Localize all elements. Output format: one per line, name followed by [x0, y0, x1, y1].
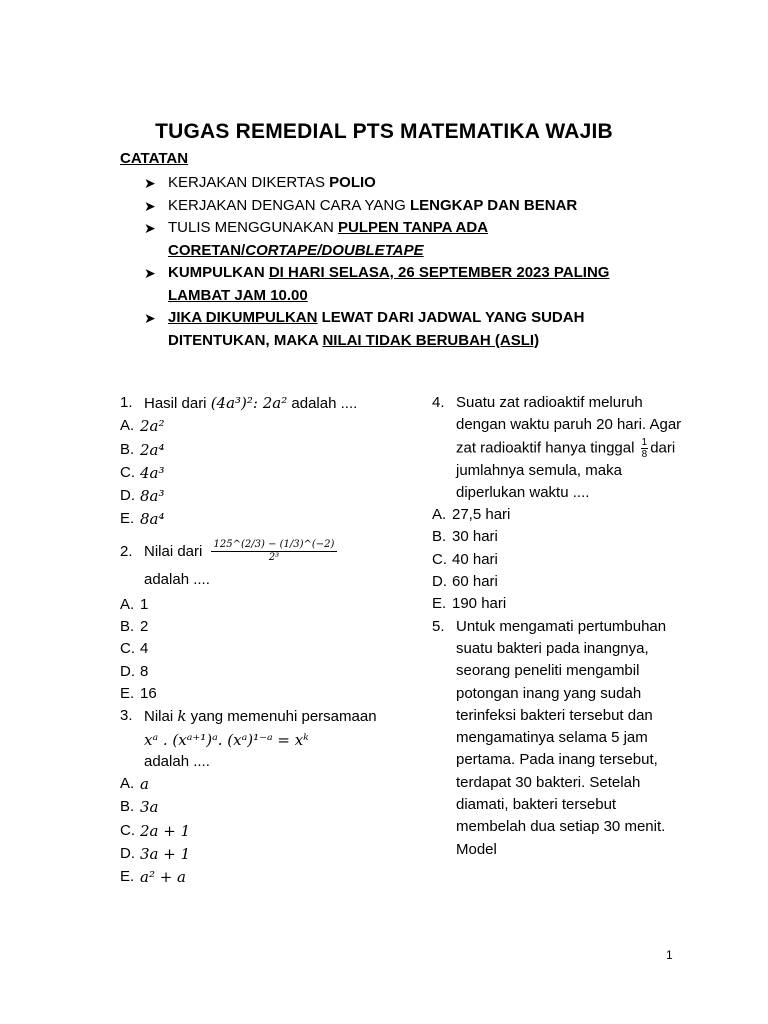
option-text: 2a + 1: [140, 821, 191, 840]
question-text: Nilai dari: [144, 542, 203, 560]
option-letter: E.: [432, 595, 447, 613]
note-item: [144, 262, 624, 307]
note-emphasis: JIKA DIKUMPULKAN: [168, 309, 318, 326]
question-fraction: [211, 539, 338, 564]
fraction-denominator: 8: [641, 448, 648, 460]
option-letter: A.: [432, 506, 447, 524]
option-text: 3a: [140, 798, 159, 817]
arrow-bullet-icon: ➤: [144, 220, 156, 236]
question-text: Suatu zat radioaktif meluruh dengan waktu paruh 20 hari. Agar zat radioaktif hanya tinggal: [456, 394, 682, 457]
option: [432, 504, 682, 526]
option: [120, 415, 380, 438]
option-text: 2a²: [140, 417, 165, 436]
question-expression: (4a³)²: 2a²: [210, 394, 288, 412]
option-letter: E.: [120, 510, 135, 528]
note-text: KERJAKAN DIKERTAS: [168, 174, 330, 191]
fraction-numerator: 1: [641, 436, 648, 448]
option: [120, 661, 380, 683]
option-text: 8a³: [140, 487, 165, 506]
question-3: [120, 705, 380, 773]
question-number: 2.: [120, 542, 133, 560]
option: [120, 820, 380, 843]
question-text: adalah ....: [144, 752, 210, 770]
page-title: TUGAS REMEDIAL PTS MATEMATIKA WAJIB: [155, 120, 613, 143]
note-item: [144, 307, 624, 352]
page-number: 1: [666, 948, 673, 962]
fraction-numerator: 125^(2/3) − (1/3)^(−2): [211, 539, 338, 552]
option: [432, 526, 682, 548]
question-number: 1.: [120, 394, 133, 411]
question-number: 4.: [432, 394, 445, 411]
arrow-bullet-icon: ➤: [144, 175, 156, 191]
option-text: 16: [140, 684, 157, 702]
note-text: KUMPULKAN: [168, 264, 269, 281]
question-1: [120, 392, 380, 415]
option-text: 30 hari: [452, 528, 498, 546]
option-letter: A.: [120, 775, 135, 793]
note-item: [144, 195, 624, 218]
note-emphasis: DI HARI SELASA, 26 SEPTEMBER 2023 PALING LAMBAT JAM 10.00: [168, 264, 610, 304]
right-column: [432, 392, 682, 861]
option: [120, 485, 380, 508]
question-5: [432, 616, 682, 861]
option-letter: B.: [120, 618, 135, 636]
notes-list: [144, 172, 624, 352]
note-text: KERJAKAN DENGAN CARA YANG: [168, 196, 411, 214]
option-text: a² + a: [140, 868, 187, 887]
left-column: [120, 392, 380, 890]
option-text: 1: [140, 595, 149, 613]
option-text: a: [140, 775, 149, 794]
option-text: 190 hari: [452, 595, 507, 613]
note-emphasis: POLIO: [329, 174, 376, 191]
question-fraction: [641, 437, 649, 460]
option-letter: D.: [120, 662, 135, 680]
option-text: 60 hari: [452, 573, 498, 591]
option-text: 8a⁴: [140, 510, 165, 529]
option: [120, 683, 380, 705]
question-4: [432, 392, 682, 504]
note-item: [144, 172, 624, 195]
option: [120, 843, 380, 866]
option-letter: D.: [120, 845, 135, 863]
option: [120, 616, 380, 638]
option-letter: B.: [120, 440, 135, 458]
note-emphasis: LENGKAP DAN BENAR: [410, 196, 578, 214]
option-letter: C.: [432, 550, 447, 568]
note-emphasis: NILAI TIDAK BERUBAH (ASLI): [322, 331, 540, 349]
question-text: Untuk mengamati pertumbuhan suatu bakteri pada inangnya, seorang peneliti mengambil potongan inang yang sudah terinfeksi bakteri tersebut dan mengamatinya selama 5 jam pertama. Pada inang tersebut, terdapat 30 bakteri. Setelah diamati, bakteri tersebut membelah dua setiap 30 menit. Model: [456, 617, 667, 858]
question-number: 5.: [432, 617, 445, 635]
option-text: 40 hari: [452, 550, 498, 568]
option: [120, 866, 380, 889]
question-equation: xᵃ . (xᵃ⁺¹)ᵃ. (xᵃ)¹⁻ᵃ = xᵏ: [144, 730, 309, 749]
option-letter: D.: [120, 487, 135, 505]
note-text: TULIS MENGGUNAKAN: [168, 219, 339, 236]
option-text: 2a⁴: [140, 440, 165, 459]
question-variable: k: [177, 707, 187, 726]
option-text: 4: [140, 640, 149, 658]
note-item: [144, 217, 624, 262]
option: [120, 508, 380, 531]
option-letter: B.: [120, 798, 135, 816]
option: [120, 462, 380, 485]
question-text: dari jumlahnya semula, maka diperlukan waktu ....: [456, 439, 676, 501]
option: [120, 638, 380, 660]
question-text: Nilai: [144, 708, 178, 726]
option-letter: E.: [120, 684, 135, 702]
option-letter: E.: [120, 868, 135, 886]
option-letter: D.: [432, 573, 447, 591]
option: [432, 549, 682, 571]
option-text: 8: [140, 662, 149, 680]
question-text: adalah ....: [144, 570, 210, 588]
option: [120, 796, 380, 819]
option-text: 27,5 hari: [452, 506, 511, 524]
question-2: [120, 538, 380, 594]
arrow-bullet-icon: ➤: [144, 197, 156, 214]
option: [432, 593, 682, 615]
option: [432, 571, 682, 593]
option-text: 2: [140, 618, 149, 636]
question-text: yang memenuhi persamaan: [186, 708, 377, 726]
notes-heading: CATATAN: [120, 150, 189, 167]
option: [120, 439, 380, 462]
option-letter: C.: [120, 463, 135, 481]
note-text: LEWAT DARI JADWAL YANG SUDAH DITENTUKAN, MAKA: [168, 309, 585, 349]
arrow-bullet-icon: ➤: [144, 310, 156, 326]
option-letter: A.: [120, 595, 135, 613]
option-text: 3a + 1: [140, 845, 191, 864]
option: [120, 773, 380, 796]
option-letter: C.: [120, 821, 135, 839]
option: [120, 594, 380, 616]
note-emphasis-italic: CORTAPE/DOUBLETAPE: [245, 241, 424, 259]
option-text: 4a³: [140, 463, 165, 482]
note-emphasis: PULPEN TANPA ADA CORETAN/: [168, 219, 489, 259]
question-number: 3.: [120, 707, 133, 725]
fraction-denominator: 2³: [268, 552, 280, 564]
question-text: Hasil dari: [144, 395, 211, 412]
option-letter: A.: [120, 417, 135, 435]
question-text: adalah ....: [287, 395, 358, 412]
option-letter: B.: [432, 528, 447, 546]
option-letter: C.: [120, 640, 135, 658]
arrow-bullet-icon: ➤: [144, 265, 156, 281]
